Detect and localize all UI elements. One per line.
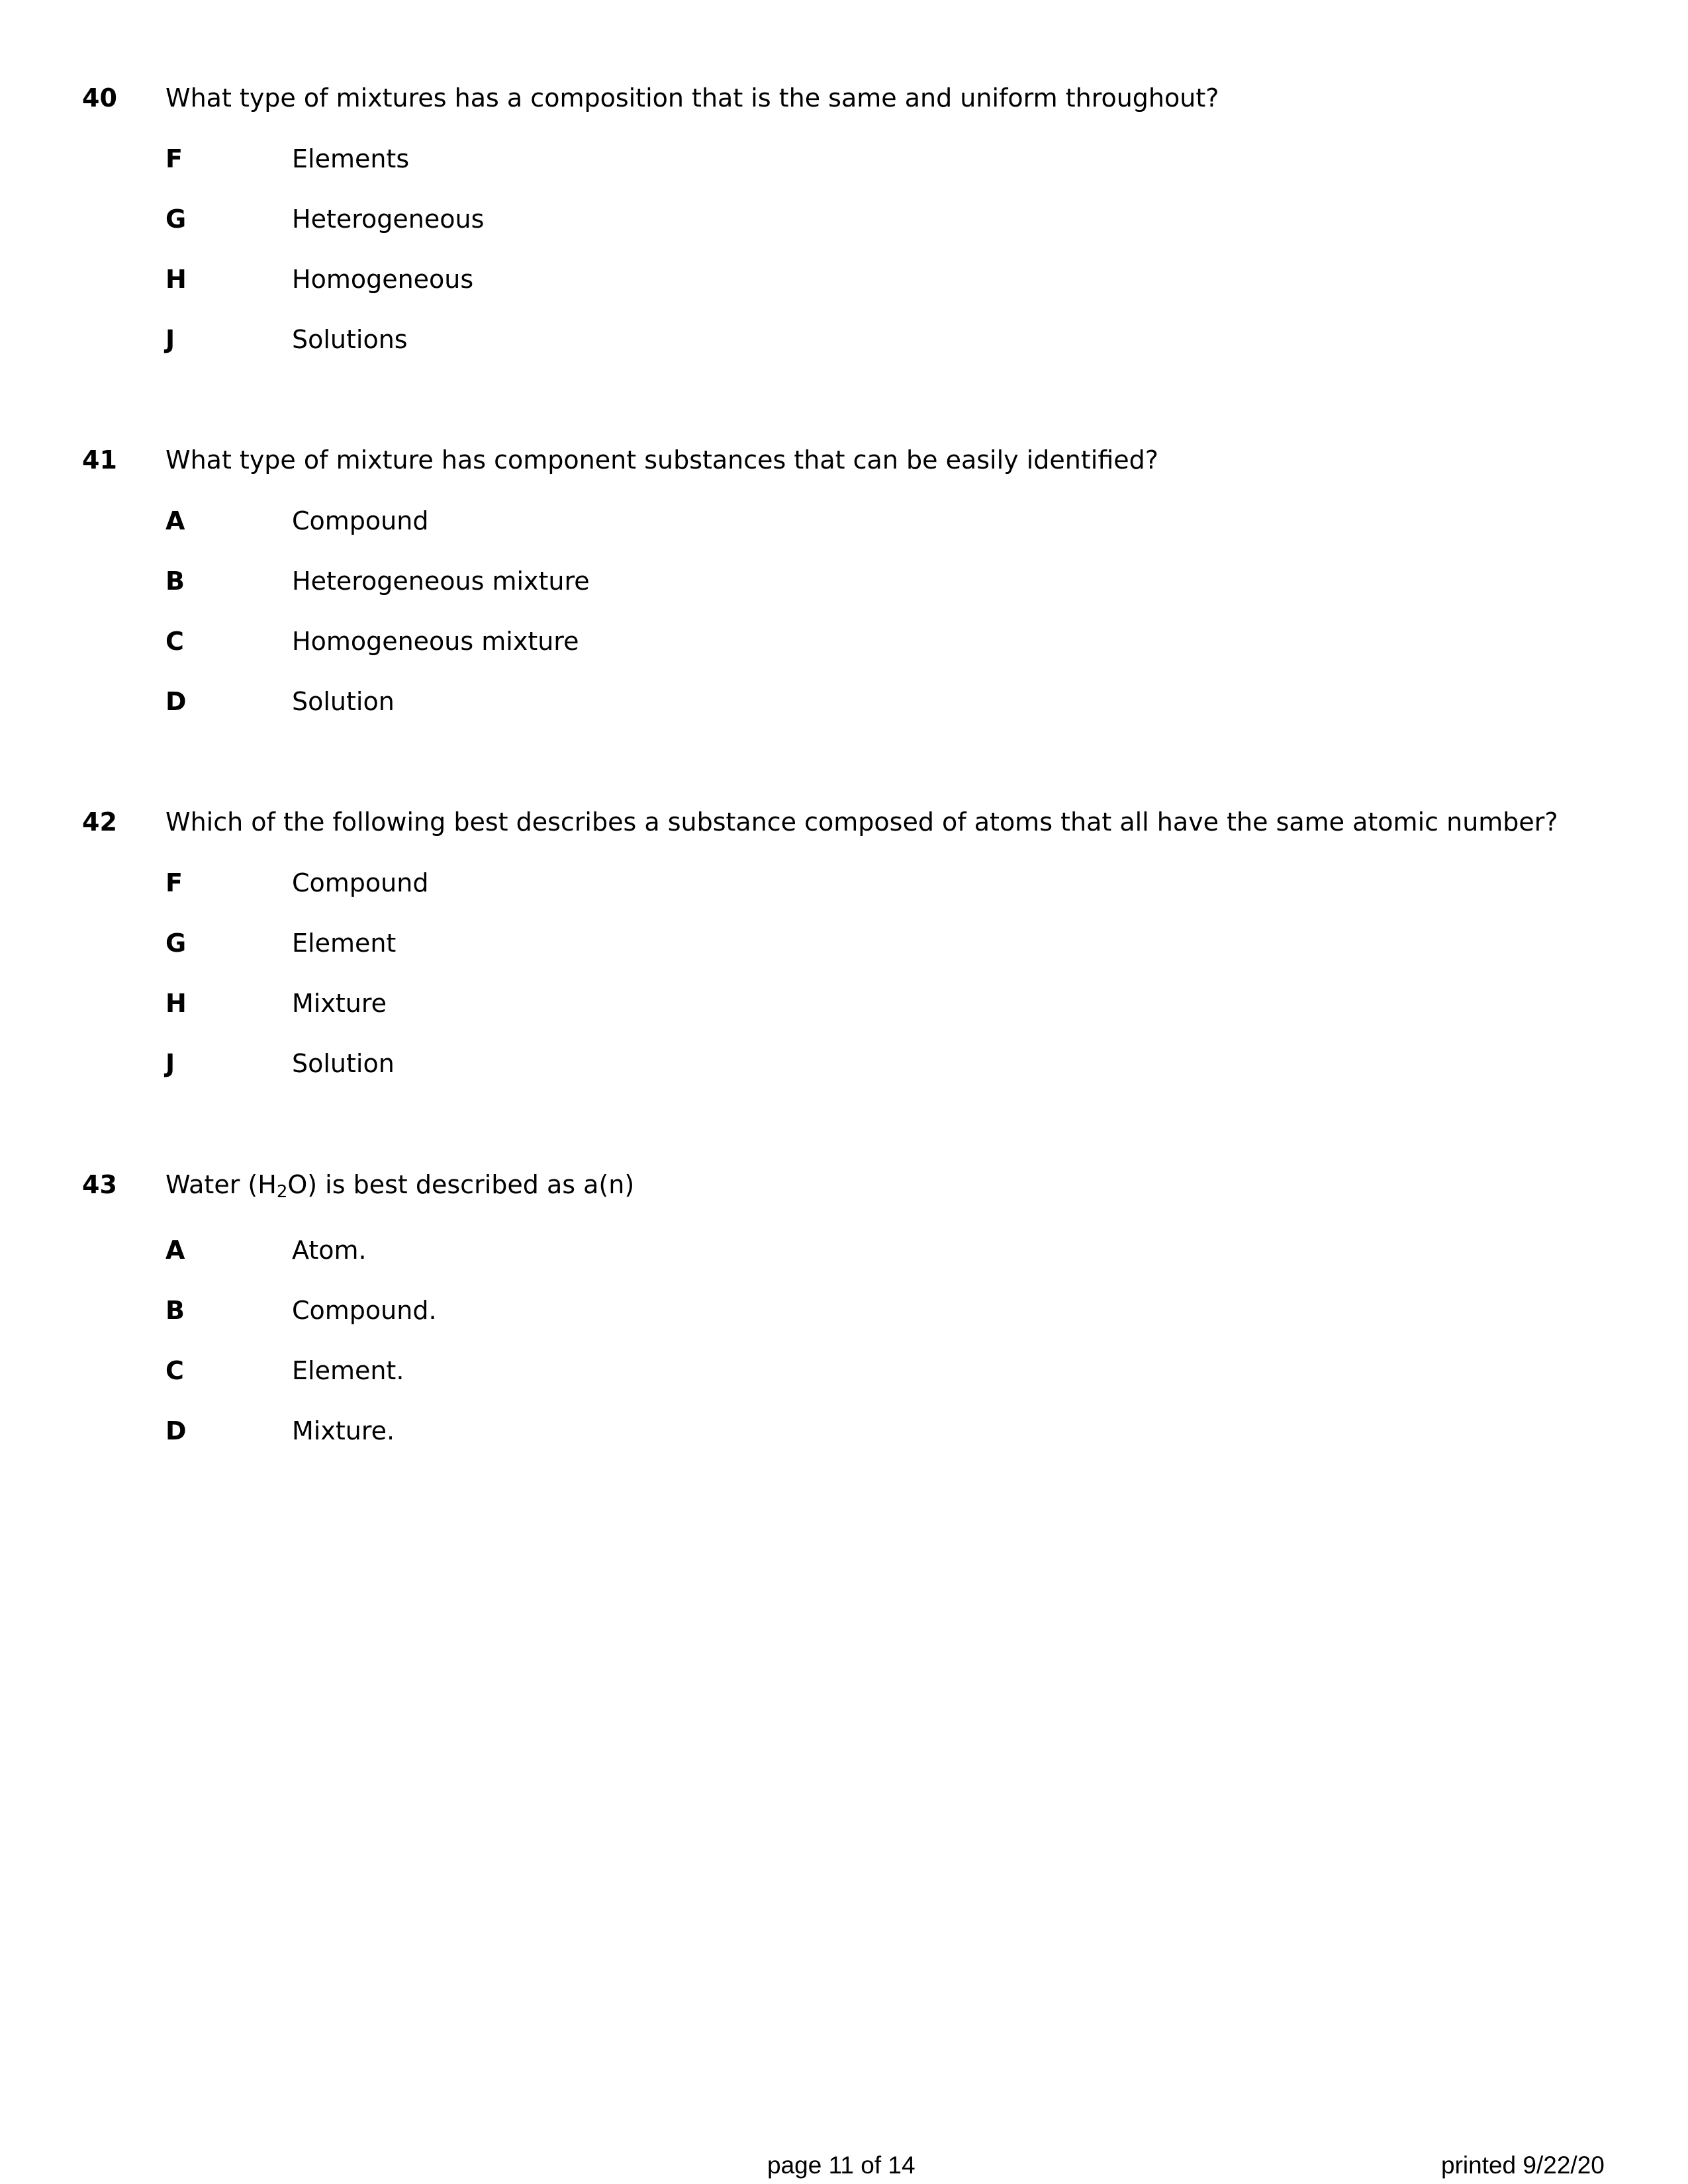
choice-letter: B	[165, 567, 185, 596]
choice-text: Homogeneous	[292, 265, 474, 294]
answer-choice[interactable]	[0, 927, 1688, 967]
page-number: page 11 of 14	[767, 2152, 915, 2179]
question-number: 43	[82, 1170, 117, 1199]
answer-choice[interactable]	[0, 565, 1688, 605]
choice-text: Atom.	[292, 1236, 367, 1265]
choice-text: Homogeneous mixture	[292, 627, 579, 656]
choice-text: Solution	[292, 1049, 395, 1078]
choice-letter: A	[165, 506, 185, 535]
choice-text: Compound.	[292, 1296, 437, 1325]
choice-letter: C	[165, 1356, 184, 1385]
answer-choice[interactable]	[0, 1048, 1688, 1087]
answer-choice[interactable]	[0, 263, 1688, 303]
question-text: What type of mixture has component substances that can be easily identified?	[165, 445, 1158, 475]
choice-text: Solutions	[292, 325, 408, 354]
question-text-before: Water (H	[165, 1170, 277, 1199]
question-text	[165, 1169, 634, 1201]
answer-choice[interactable]	[0, 686, 1688, 725]
choice-letter: D	[165, 1416, 187, 1445]
answer-choice[interactable]	[0, 505, 1688, 545]
choice-letter: G	[165, 205, 187, 234]
answer-choice[interactable]	[0, 1295, 1688, 1334]
choice-text: Compound	[292, 868, 429, 897]
answer-choice[interactable]	[0, 867, 1688, 907]
choice-text: Mixture.	[292, 1416, 395, 1445]
question-text: Which of the following best describes a substance composed of atoms that all have the same atomic number?	[165, 807, 1558, 837]
choice-letter: A	[165, 1236, 185, 1265]
answer-choice[interactable]	[0, 987, 1688, 1027]
question-text: What type of mixtures has a composition that is the same and uniform throughout?	[165, 83, 1219, 113]
printed-date: printed 9/22/20	[1441, 2152, 1605, 2179]
choice-letter: F	[165, 144, 183, 173]
question-number: 40	[82, 83, 117, 113]
choice-letter: J	[165, 1049, 175, 1078]
subscript-2: 2	[276, 1182, 288, 1202]
answer-choice[interactable]	[0, 1355, 1688, 1394]
choice-text: Elements	[292, 144, 410, 173]
choice-text: Element.	[292, 1356, 404, 1385]
question-number: 41	[82, 445, 117, 475]
question-number: 42	[82, 807, 117, 837]
choice-text: Solution	[292, 687, 395, 716]
answer-choice[interactable]	[0, 625, 1688, 665]
answer-choice[interactable]	[0, 324, 1688, 363]
answer-choice[interactable]	[0, 1415, 1688, 1455]
choice-letter: C	[165, 627, 184, 656]
choice-letter: H	[165, 265, 187, 294]
answer-choice[interactable]	[0, 143, 1688, 183]
answer-choice[interactable]	[0, 1234, 1688, 1274]
choice-text: Heterogeneous mixture	[292, 567, 590, 596]
choice-letter: G	[165, 929, 187, 958]
choice-text: Element	[292, 929, 397, 958]
answer-choice[interactable]	[0, 203, 1688, 243]
question-text-after: O) is best described as a(n)	[287, 1170, 635, 1199]
choice-letter: D	[165, 687, 187, 716]
choice-letter: B	[165, 1296, 185, 1325]
choice-text: Compound	[292, 506, 429, 535]
choice-text: Mixture	[292, 989, 387, 1018]
choice-letter: H	[165, 989, 187, 1018]
choice-letter: J	[165, 325, 175, 354]
choice-letter: F	[165, 868, 183, 897]
choice-text: Heterogeneous	[292, 205, 485, 234]
